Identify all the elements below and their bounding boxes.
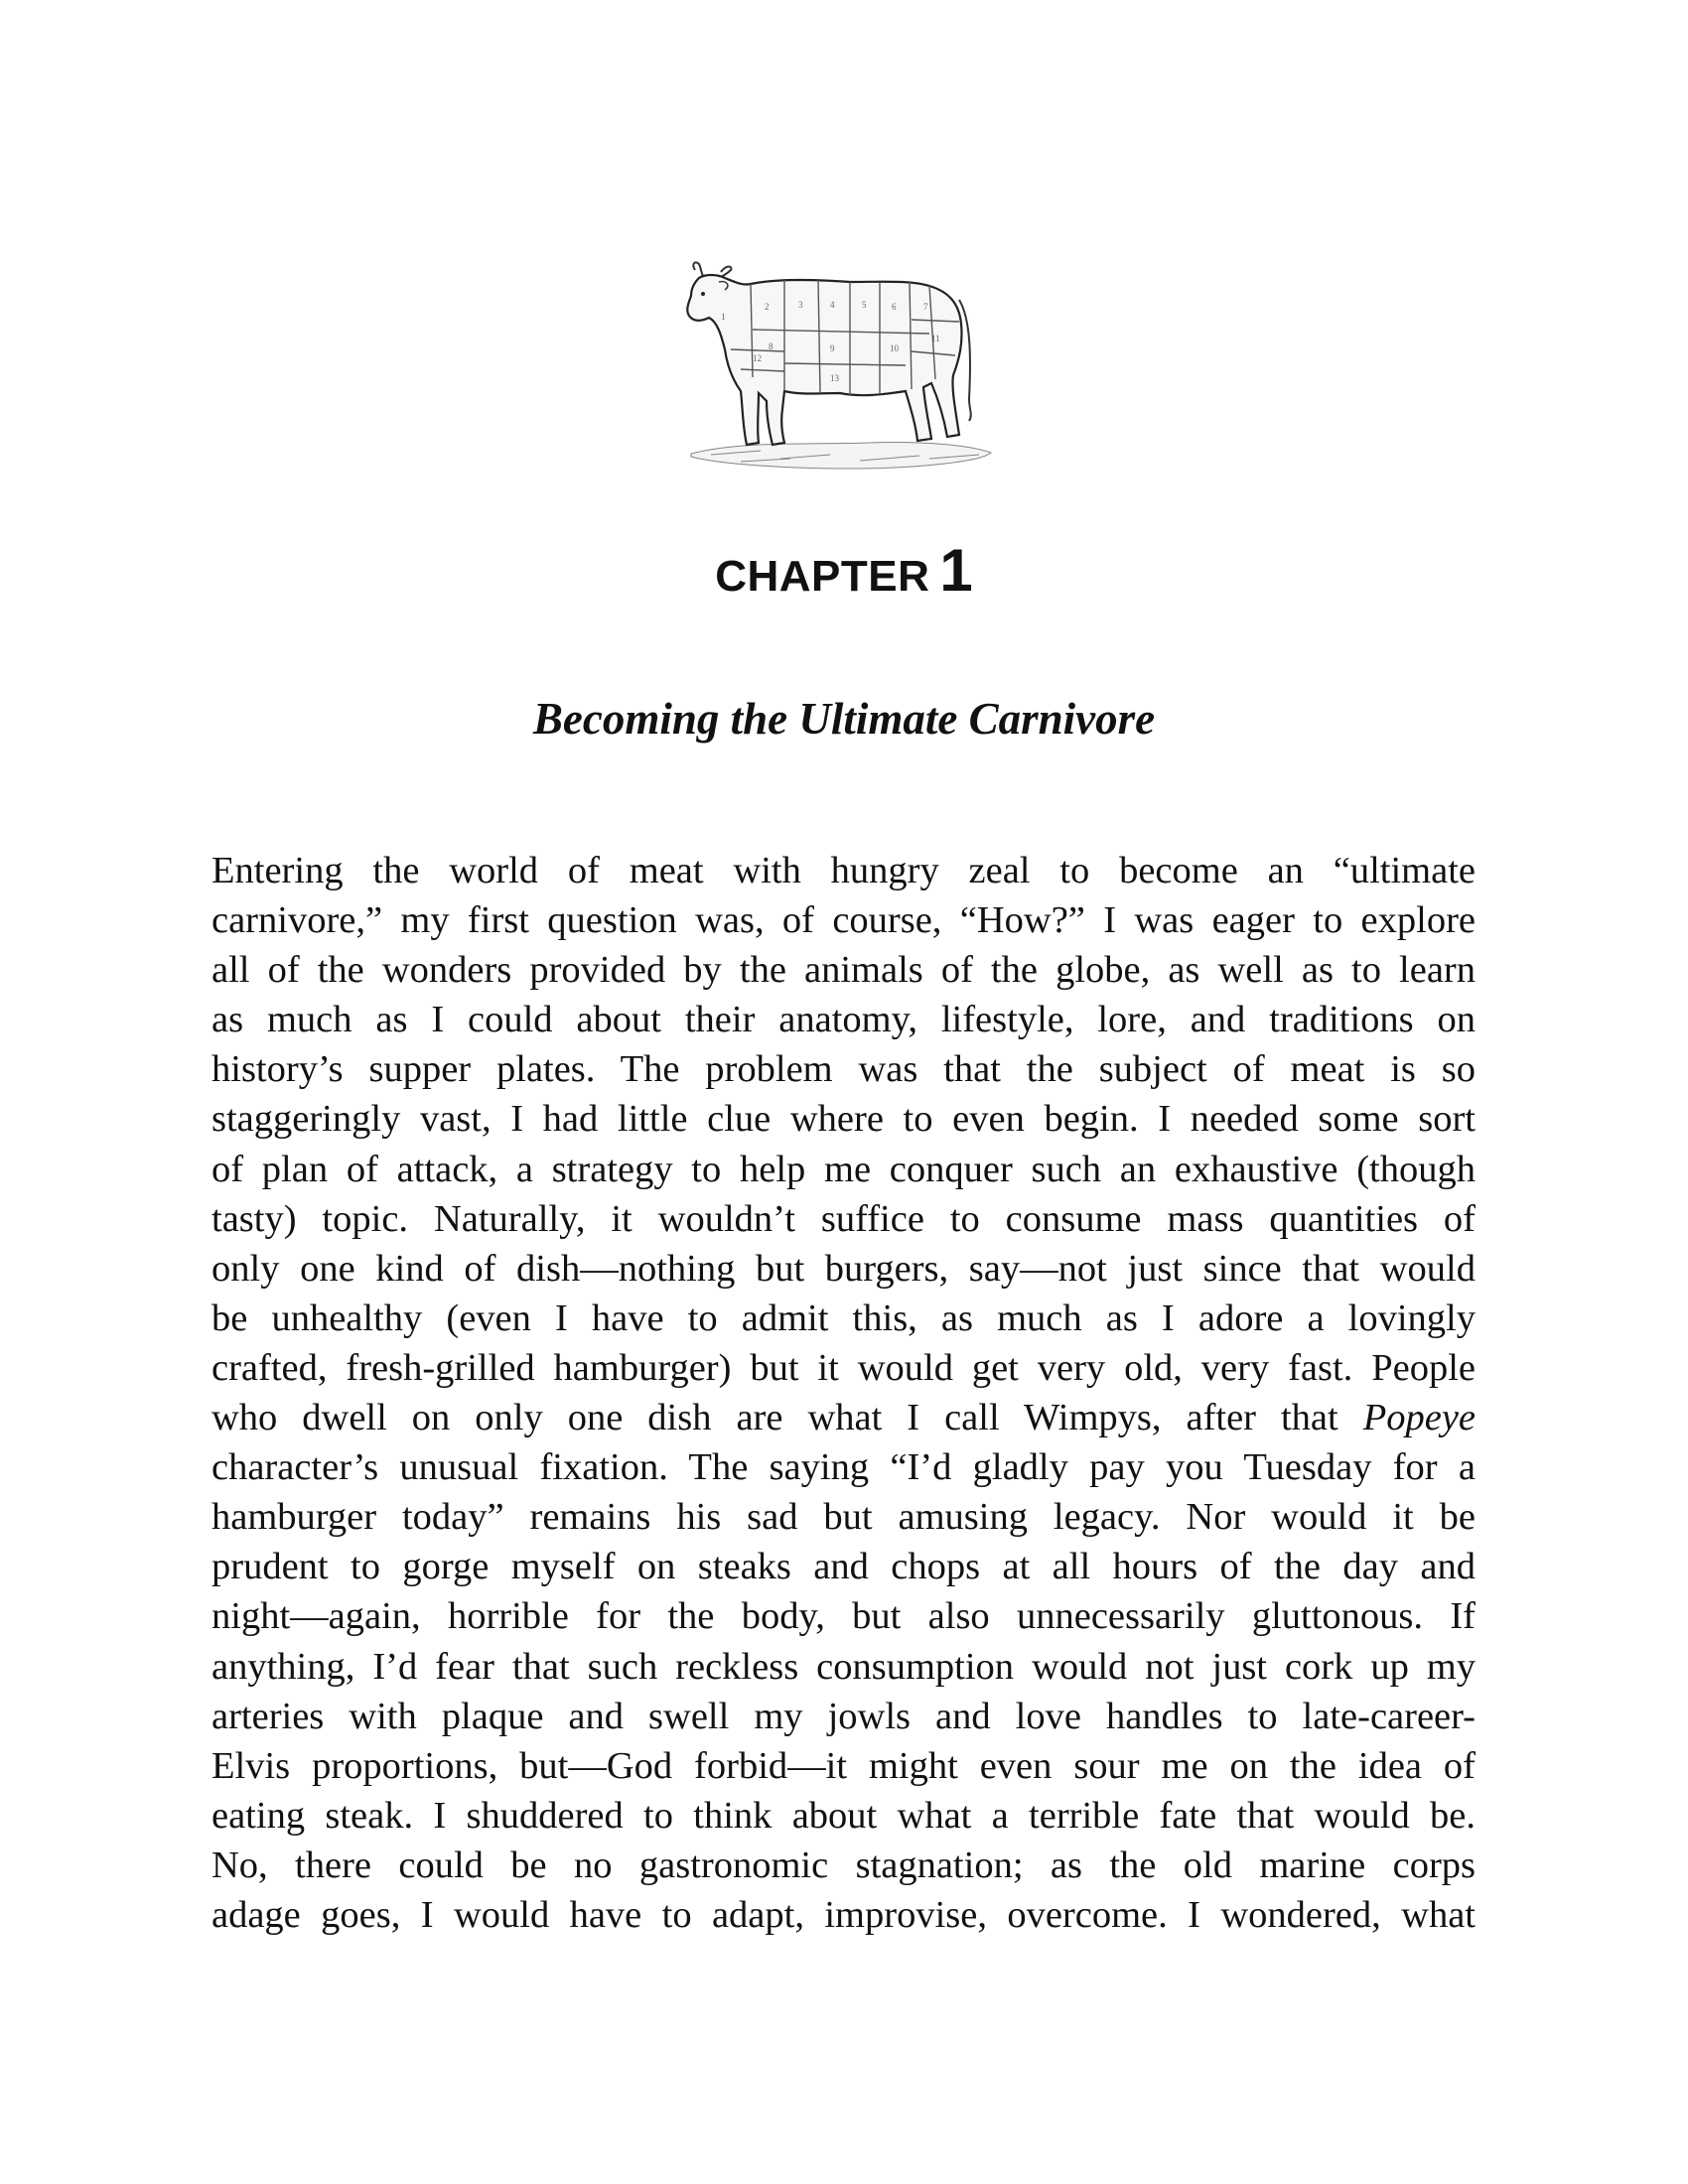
body-line: Entering the world of meat with hungry zeal to become an “ultimate (211, 850, 1476, 891)
body-line: adage goes, I would have to adapt, improvise, overcome. I wondered, what (211, 1893, 1476, 1936)
body-line: crafted, fresh-grilled hamburger) but it would get very old, very fast. People (211, 1346, 1476, 1389)
chapter-heading (0, 536, 1688, 605)
svg-text:6: 6 (892, 302, 897, 312)
body-line: history’s supper plates. The problem was that the subject of meat is so (211, 1048, 1476, 1091)
body-line: of plan of attack, a strategy to help me conquer such an exhaustive (though (211, 1148, 1476, 1190)
body-line: carnivore,” my first question was, of course, “How?” I was eager to explore (211, 899, 1476, 942)
body-line: arteries with plaque and swell my jowls and love handles to late-career- (211, 1695, 1476, 1737)
chapter-title: Becoming the Ultimate Carnivore (532, 694, 1156, 744)
svg-text:1: 1 (721, 312, 726, 322)
italic-title: Popeye (1362, 1397, 1477, 1439)
svg-text:5: 5 (862, 300, 867, 310)
body-line: only one kind of dish—nothing but burgers, say—not just since that would (211, 1247, 1476, 1290)
body-line: staggeringly vast, I had little clue where to even begin. I needed some sort (211, 1098, 1476, 1141)
svg-text:12: 12 (753, 353, 762, 363)
body-line: be unhealthy (even I have to admit this, as much as I adore a lovingly (211, 1297, 1476, 1339)
body-line: character’s unusual fixation. The saying “I’d gladly pay you Tuesday for a (211, 1446, 1476, 1489)
body-line: eating steak. I shuddered to think about what a terrible fate that would be. (211, 1794, 1476, 1837)
cow-cuts-illustration (681, 260, 997, 480)
body-line: hamburger today” remains his sad but amusing legacy. Nor would it be (211, 1496, 1476, 1539)
svg-text:11: 11 (931, 334, 940, 343)
body-line: as much as I could about their anatomy, lifestyle, lore, and traditions on (211, 999, 1476, 1041)
chapter-label: CHAPTER (715, 552, 930, 601)
body-line: tasty) topic. Naturally, it wouldn’t suffice to consume mass quantities of (211, 1197, 1476, 1240)
body-line: Elvis proportions, but—God forbid—it might even sour me on the idea of (211, 1744, 1476, 1787)
svg-text:8: 8 (769, 341, 774, 351)
svg-text:7: 7 (923, 302, 928, 312)
svg-text:2: 2 (765, 302, 770, 312)
svg-text:9: 9 (830, 343, 835, 353)
chapter-number: 1 (939, 537, 973, 604)
svg-text:13: 13 (830, 373, 839, 383)
svg-text:10: 10 (890, 343, 899, 353)
body-line: all of the wonders provided by the animals of the globe, as well as to learn (211, 949, 1476, 992)
body-line: prudent to gorge myself on steaks and chops at all hours of the day and (211, 1546, 1476, 1588)
body-line-text: who dwell on only one dish are what I call Wimpys, after that (211, 1397, 1338, 1439)
body-paragraph (211, 846, 1476, 1940)
body-line: anything, I’d fear that such reckless consumption would not just cork up my (211, 1645, 1476, 1688)
svg-text:4: 4 (830, 300, 835, 310)
body-line-with-italic (211, 1393, 1476, 1442)
svg-text:3: 3 (798, 300, 803, 310)
body-line: No, there could be no gastronomic stagnation; as the old marine corps (211, 1843, 1476, 1886)
body-line: night—again, horrible for the body, but also unnecessarily gluttonous. If (211, 1595, 1476, 1638)
